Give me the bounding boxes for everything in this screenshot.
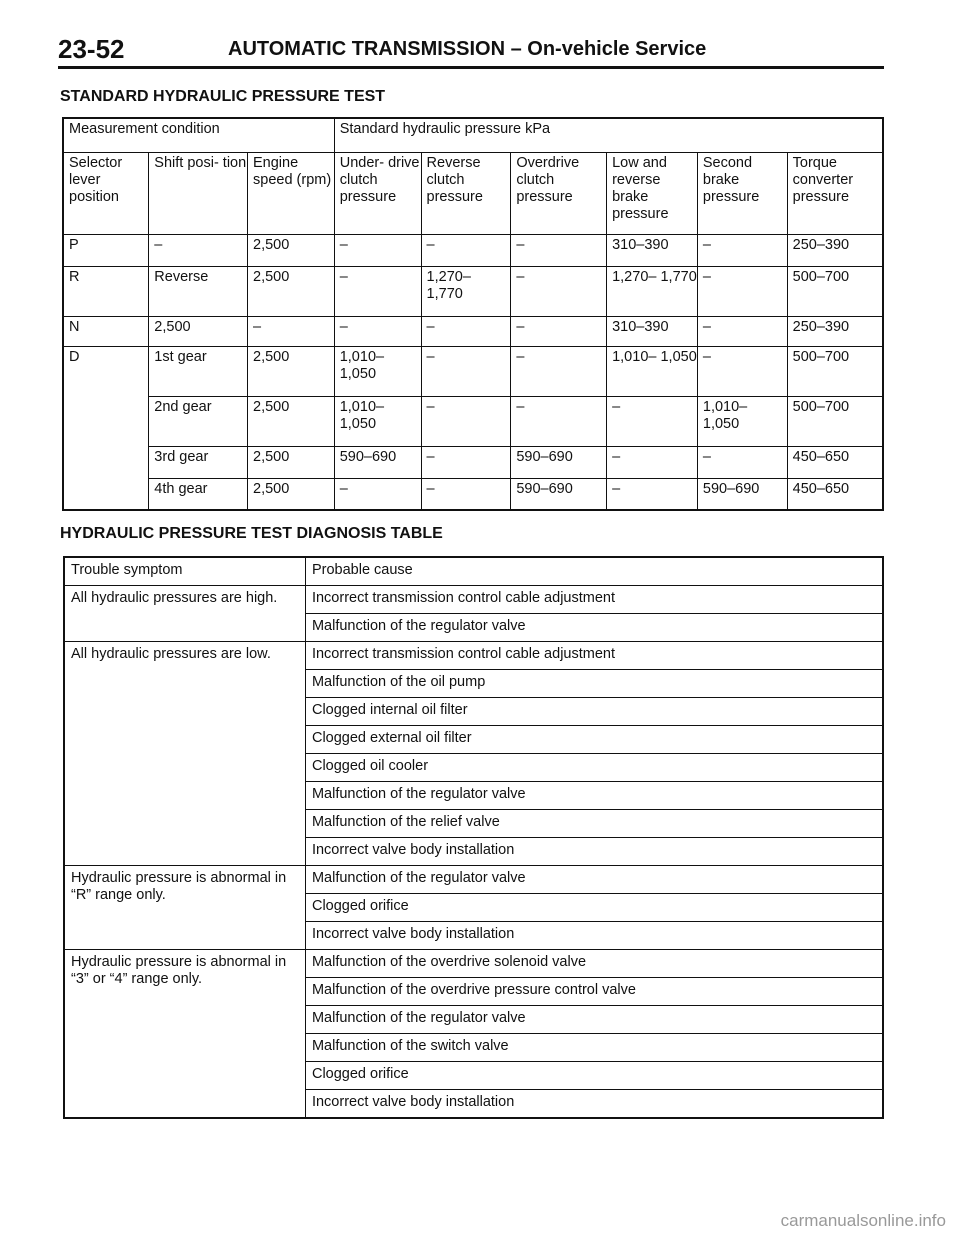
cell-torque: 500–700 bbox=[787, 266, 883, 316]
column-header: Low and reverse brake pressure bbox=[607, 152, 698, 234]
cell-reverse: – bbox=[421, 446, 511, 478]
cell-underdrive: – bbox=[334, 478, 421, 510]
diagnosis-table bbox=[63, 556, 884, 1119]
probable-cause: Incorrect transmission control cable adjustment bbox=[305, 586, 883, 614]
cell-reverse: – bbox=[421, 478, 511, 510]
cell-low_reverse: – bbox=[607, 478, 698, 510]
page-number: 23-52 bbox=[58, 34, 125, 64]
cell-low_reverse: 310–390 bbox=[607, 316, 698, 346]
trouble-symptom: Hydraulic pressure is abnormal in “R” range only. bbox=[64, 866, 305, 950]
page-title: AUTOMATIC TRANSMISSION – On-vehicle Service bbox=[228, 38, 707, 60]
cell-second: – bbox=[697, 446, 787, 478]
pressure-row bbox=[63, 396, 883, 446]
cell-reverse: 1,270– 1,770 bbox=[421, 266, 511, 316]
cell-torque: 250–390 bbox=[787, 316, 883, 346]
cell-second: – bbox=[697, 234, 787, 266]
cell-shift: 2,500 bbox=[149, 316, 248, 346]
cell-engine: 2,500 bbox=[248, 396, 335, 446]
probable-cause: Clogged orifice bbox=[305, 1062, 883, 1090]
cell-overdrive: – bbox=[511, 396, 607, 446]
diagnosis-title: HYDRAULIC PRESSURE TEST DIAGNOSIS TABLE bbox=[60, 525, 443, 542]
column-header: Selector lever position bbox=[63, 152, 149, 234]
probable-cause: Incorrect valve body installation bbox=[305, 922, 883, 950]
cell-reverse: – bbox=[421, 396, 511, 446]
probable-cause: Malfunction of the regulator valve bbox=[305, 866, 883, 894]
pressure-row bbox=[63, 346, 883, 396]
cell-torque: 450–650 bbox=[787, 446, 883, 478]
group-header-row bbox=[63, 118, 883, 152]
column-header: Overdrive clutch pressure bbox=[511, 152, 607, 234]
column-header: Torque converter pressure bbox=[787, 152, 883, 234]
probable-cause: Malfunction of the overdrive solenoid valve bbox=[305, 950, 883, 978]
cause-header: Probable cause bbox=[305, 557, 883, 586]
cell-torque: 500–700 bbox=[787, 346, 883, 396]
cell-second: 590–690 bbox=[697, 478, 787, 510]
cell-engine: 2,500 bbox=[248, 234, 335, 266]
column-header: Engine speed (rpm) bbox=[248, 152, 335, 234]
pressure-row bbox=[63, 478, 883, 510]
cell-lever: D bbox=[63, 346, 149, 510]
cell-second: – bbox=[697, 346, 787, 396]
cell-underdrive: 1,010– 1,050 bbox=[334, 346, 421, 396]
standard-pressure-table bbox=[62, 117, 884, 511]
diagnosis-row bbox=[64, 866, 883, 894]
column-header: Shift posi- tion bbox=[149, 152, 248, 234]
trouble-symptom: All hydraulic pressures are high. bbox=[64, 586, 305, 642]
probable-cause: Incorrect transmission control cable adjustment bbox=[305, 642, 883, 670]
cell-second: – bbox=[697, 316, 787, 346]
cell-overdrive: – bbox=[511, 346, 607, 396]
cell-low_reverse: – bbox=[607, 396, 698, 446]
cell-shift: 2nd gear bbox=[149, 396, 248, 446]
cell-low_reverse: 1,270– 1,770 bbox=[607, 266, 698, 316]
cell-low_reverse: – bbox=[607, 446, 698, 478]
diagnosis-header-row bbox=[64, 557, 883, 586]
cell-overdrive: – bbox=[511, 266, 607, 316]
probable-cause: Malfunction of the regulator valve bbox=[305, 614, 883, 642]
column-header: Under- drive clutch pressure bbox=[334, 152, 421, 234]
cell-torque: 250–390 bbox=[787, 234, 883, 266]
probable-cause: Malfunction of the overdrive pressure control valve bbox=[305, 978, 883, 1006]
cell-engine: 2,500 bbox=[248, 478, 335, 510]
cell-low_reverse: 1,010– 1,050 bbox=[607, 346, 698, 396]
cell-low_reverse: 310–390 bbox=[607, 234, 698, 266]
cell-shift: Reverse bbox=[149, 266, 248, 316]
probable-cause: Malfunction of the switch valve bbox=[305, 1034, 883, 1062]
probable-cause: Clogged oil cooler bbox=[305, 754, 883, 782]
diagnosis-row bbox=[64, 950, 883, 978]
pressure-row bbox=[63, 266, 883, 316]
cell-engine: 2,500 bbox=[248, 266, 335, 316]
pressure-row bbox=[63, 316, 883, 346]
cell-overdrive: – bbox=[511, 234, 607, 266]
pressure-row bbox=[63, 446, 883, 478]
probable-cause: Malfunction of the regulator valve bbox=[305, 782, 883, 810]
group-standard-cell: Standard hydraulic pressure kPa bbox=[334, 118, 883, 152]
cell-lever: N bbox=[63, 316, 149, 346]
cell-underdrive: – bbox=[334, 266, 421, 316]
cell-underdrive: 1,010– 1,050 bbox=[334, 396, 421, 446]
probable-cause: Malfunction of the relief valve bbox=[305, 810, 883, 838]
group-measurement-cell: Measurement condition bbox=[63, 118, 334, 152]
standard-test-title: STANDARD HYDRAULIC PRESSURE TEST bbox=[60, 88, 386, 105]
cell-shift: 1st gear bbox=[149, 346, 248, 396]
cell-second: 1,010– 1,050 bbox=[697, 396, 787, 446]
probable-cause: Clogged internal oil filter bbox=[305, 698, 883, 726]
cell-torque: 500–700 bbox=[787, 396, 883, 446]
watermark: carmanualsonline.info bbox=[780, 1211, 946, 1230]
trouble-symptom: All hydraulic pressures are low. bbox=[64, 642, 305, 866]
cell-shift: 4th gear bbox=[149, 478, 248, 510]
cell-second: – bbox=[697, 266, 787, 316]
diagnosis-row bbox=[64, 586, 883, 614]
symptom-header: Trouble symptom bbox=[64, 557, 305, 586]
page-header bbox=[58, 34, 884, 64]
cell-torque: 450–650 bbox=[787, 478, 883, 510]
cell-underdrive: – bbox=[334, 316, 421, 346]
cell-reverse: – bbox=[421, 316, 511, 346]
column-header: Reverse clutch pressure bbox=[421, 152, 511, 234]
trouble-symptom: Hydraulic pressure is abnormal in “3” or “4” range only. bbox=[64, 950, 305, 1119]
probable-cause: Incorrect valve body installation bbox=[305, 838, 883, 866]
cell-overdrive: – bbox=[511, 316, 607, 346]
cell-engine: – bbox=[248, 316, 335, 346]
cell-underdrive: 590–690 bbox=[334, 446, 421, 478]
probable-cause: Clogged orifice bbox=[305, 894, 883, 922]
cell-overdrive: 590–690 bbox=[511, 446, 607, 478]
header-rule bbox=[58, 66, 884, 69]
column-header-row bbox=[63, 152, 883, 234]
probable-cause: Malfunction of the regulator valve bbox=[305, 1006, 883, 1034]
probable-cause: Clogged external oil filter bbox=[305, 726, 883, 754]
cell-underdrive: – bbox=[334, 234, 421, 266]
cell-reverse: – bbox=[421, 234, 511, 266]
cell-lever: R bbox=[63, 266, 149, 316]
probable-cause: Incorrect valve body installation bbox=[305, 1090, 883, 1119]
cell-reverse: – bbox=[421, 346, 511, 396]
cell-shift: 3rd gear bbox=[149, 446, 248, 478]
column-header: Second brake pressure bbox=[697, 152, 787, 234]
cell-shift: – bbox=[149, 234, 248, 266]
cell-engine: 2,500 bbox=[248, 446, 335, 478]
cell-overdrive: 590–690 bbox=[511, 478, 607, 510]
cell-lever: P bbox=[63, 234, 149, 266]
diagnosis-row bbox=[64, 642, 883, 670]
probable-cause: Malfunction of the oil pump bbox=[305, 670, 883, 698]
cell-engine: 2,500 bbox=[248, 346, 335, 396]
pressure-row bbox=[63, 234, 883, 266]
